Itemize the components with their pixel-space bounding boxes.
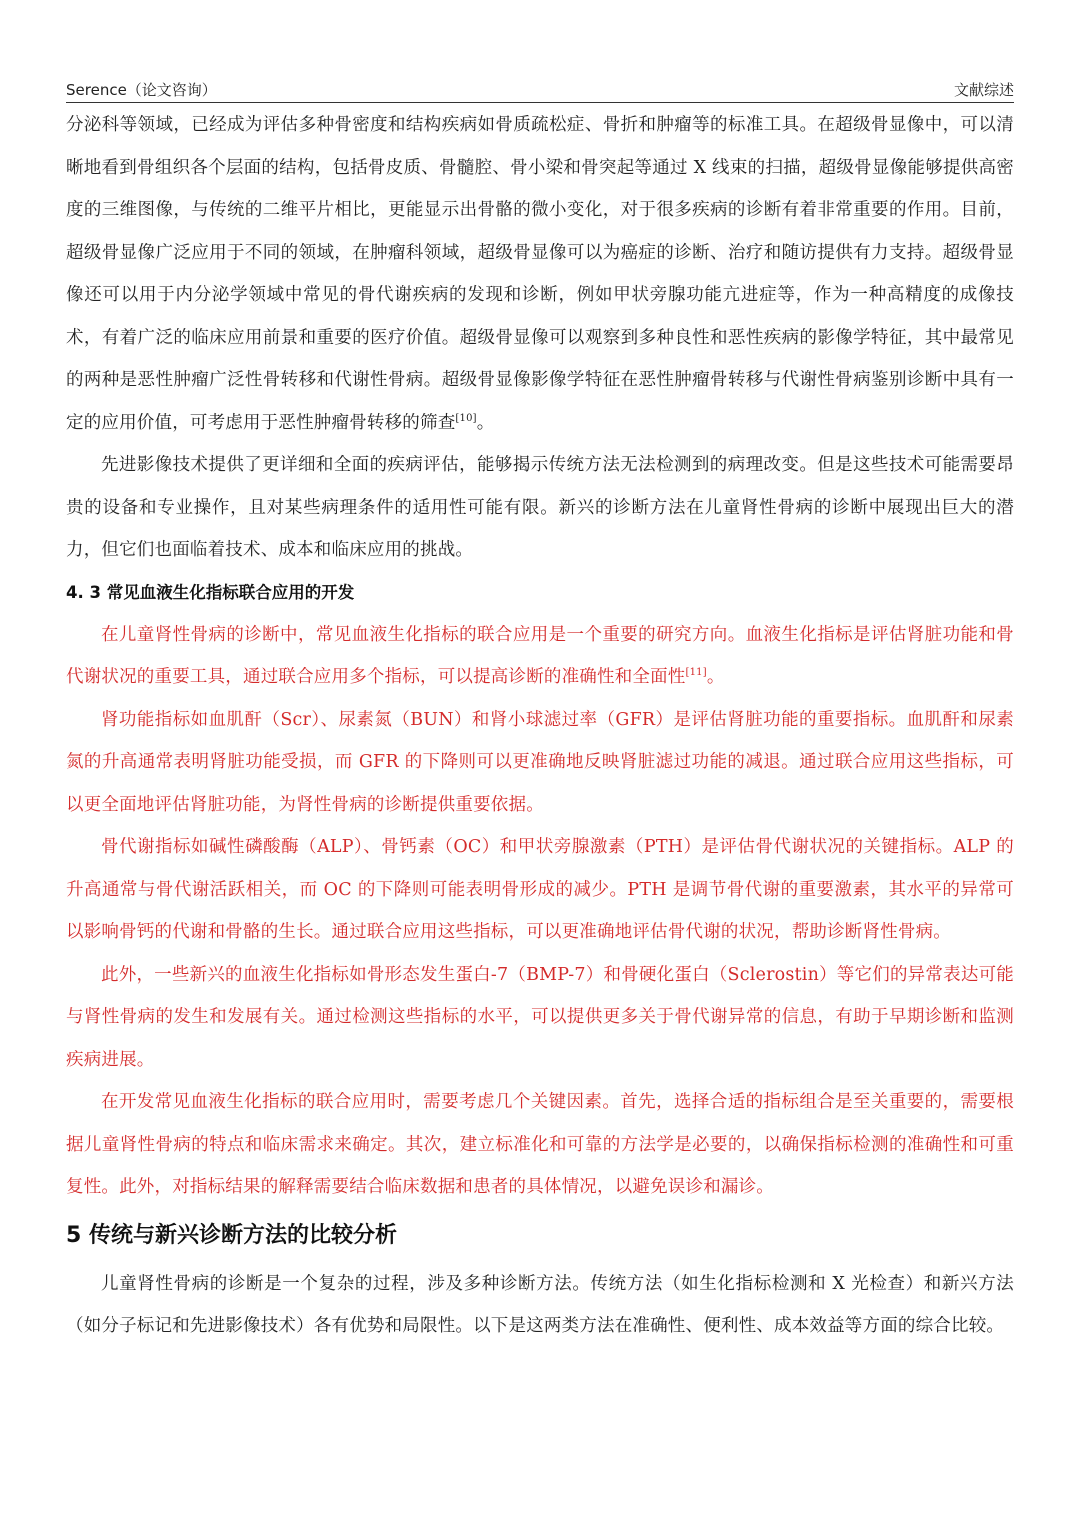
citation: [10] <box>455 412 477 424</box>
paragraph-tail: 。 <box>706 667 725 687</box>
citation: [11] <box>685 667 707 679</box>
paragraph-bone-metabolism: 骨代谢指标如碱性磷酸酶（ALP）、骨钙素（OC）和甲状旁腺激素（PTH）是评估骨代谢状况的关键指标。ALP 的升高通常与骨代谢活跃相关，而 OC 的下降则可能表明骨形成的减少。PTH 是调节骨代谢的重要激素，其水平的异常可以影响骨钙的代谢和骨骼的生长。通过联合应用这些指标，可以更准确地评估骨代谢的状况，帮助诊断肾性骨病。 <box>66 837 1014 942</box>
paragraph-comparison-intro: 儿童肾性骨病的诊断是一个复杂的过程，涉及多种诊断方法。传统方法（如生化指标检测和 X 光检查）和新兴方法（如分子标记和先进影像技术）各有优势和局限性。以下是这两类方法在准确性、便利性、成本效益等方面的综合比较。 <box>66 1273 1014 1336</box>
paragraph-blood-markers-intro <box>66 614 1014 699</box>
paragraph-bone-imaging <box>66 104 1014 444</box>
paragraph-emerging-markers: 此外，一些新兴的血液生化指标如骨形态发生蛋白-7（BMP-7）和骨硬化蛋白（Sclerostin）等它们的异常表达可能与肾性骨病的发生和发展有关。通过检测这些指标的水平，可以提供更多关于骨代谢异常的信息，有助于早期诊断和监测疾病进展。 <box>66 964 1014 1070</box>
paragraph-advanced-imaging: 先进影像技术提供了更详细和全面的疾病评估，能够揭示传统方法无法检测到的病理改变。但是这些技术可能需要昂贵的设备和专业操作，且对某些病理条件的适用性可能有限。新兴的诊断方法在儿童肾性骨病的诊断中展现出巨大的潜力，但它们也面临着技术、成本和临床应用的挑战。 <box>66 455 1014 560</box>
paragraph-text: 在儿童肾性骨病的诊断中，常见血液生化指标的联合应用是一个重要的研究方向。血液生化指标是评估肾脏功能和骨代谢状况的重要工具，通过联合应用多个指标，可以提高诊断的准确性和全面性 <box>66 624 1014 687</box>
paragraph-renal-function: 肾功能指标如血肌酐（Scr）、尿素氮（BUN）和肾小球滤过率（GFR）是评估肾脏功能的重要指标。血肌酐和尿素氮的升高通常表明肾脏功能受损，而 GFR 的下降则可以更准确地反映肾脏滤过功能的减退。通过联合应用这些指标，可以更全面地评估肾脏功能，为肾性骨病的诊断提供重要依据。 <box>66 709 1014 815</box>
header-left: Serence（论文咨询） <box>66 81 217 99</box>
running-header <box>66 76 1014 103</box>
section-heading-4-3: 4. 3 常见血液生化指标联合应用的开发 <box>66 582 355 602</box>
section-heading-5: 5 传统与新兴诊断方法的比较分析 <box>66 1222 397 1248</box>
document-body <box>66 104 1014 1348</box>
paragraph-development-factors: 在开发常见血液生化指标的联合应用时，需要考虑几个关键因素。首先，选择合适的指标组合是至关重要的，需要根据儿童肾性骨病的特点和临床需求来确定。其次，建立标准化和可靠的方法学是必要的，以确保指标检测的准确性和可重复性。此外，对指标结果的解释需要结合临床数据和患者的具体情况，以避免误诊和漏诊。 <box>66 1092 1014 1197</box>
paragraph-tail: 。 <box>476 412 495 433</box>
header-right: 文献综述 <box>953 81 1014 99</box>
paragraph-text: 分泌科等领域，已经成为评估多种骨密度和结构疾病如骨质疏松症、骨折和肿瘤等的标准工具。在超级骨显像中，可以清晰地看到骨组织各个层面的结构，包括骨皮质、骨髓腔、骨小梁和骨突起等通过 X 线束的扫描，超级骨显像能够提供高密度的三维图像，与传统的二维平片相比，更能显示出骨骼的微小变化，对于很多疾病的诊断有着非常重要的作用。目前，超级骨显像广泛应用于不同的领域，在肿瘤科领域，超级骨显像可以为癌症的诊断、治疗和随访提供有力支持。超级骨显像还可以用于内分泌学领域中常见的骨代谢疾病的发现和诊断，例如甲状旁腺功能亢进症等，作为一种高精度的成像技术，有着广泛的临床应用前景和重要的医疗价值。超级骨显像可以观察到多种良性和恶性疾病的影像学特征，其中最常见的两种是恶性肿瘤广泛性骨转移和代谢性骨病。超级骨显像影像学特征在恶性肿瘤骨转移与代谢性骨病鉴别诊断中具有一定的应用价值，可考虑用于恶性肿瘤骨转移的筛查 <box>66 115 1014 433</box>
